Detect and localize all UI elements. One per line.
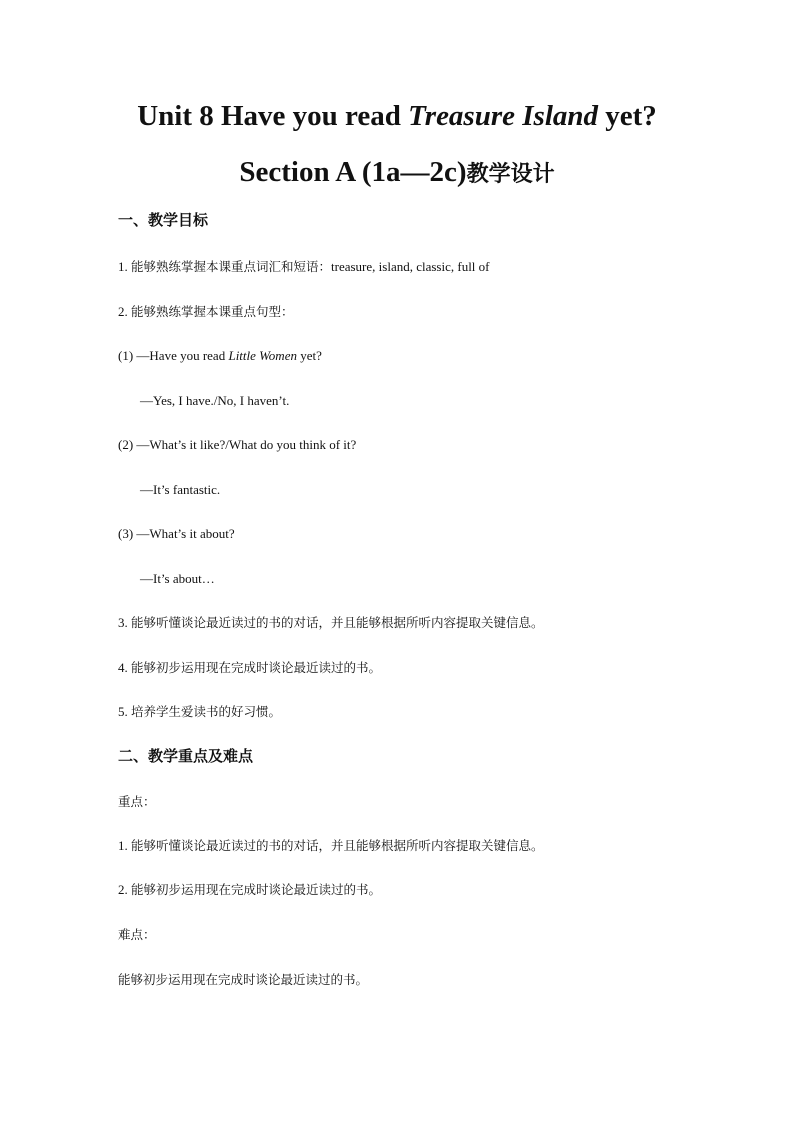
objective-item-3 (118, 614, 544, 632)
document-subtitle (0, 156, 794, 189)
item-text: 能够初步运用现在完成时谈论最近读过的书。 (131, 660, 382, 675)
subtitle-cn: 教学设计 (466, 162, 555, 187)
dialogue-1-question (118, 347, 322, 365)
section2-heading: 二、教学重点及难点 (118, 747, 254, 765)
item-number: 2. (118, 882, 128, 897)
item-number: 1. (118, 838, 128, 853)
objective-item-4 (118, 659, 381, 677)
subtitle-section: Section A (1a—2c) (239, 156, 467, 188)
objective-item-1 (118, 258, 490, 276)
item-text: 能够听懂谈论最近读过的书的对话，并且能够根据所听内容提取关键信息。 (131, 838, 544, 853)
item-text: 能够初步运用现在完成时谈论最近读过的书。 (131, 882, 382, 897)
item-text: 能够听懂谈论最近读过的书的对话，并且能够根据所听内容提取关键信息。 (131, 615, 544, 630)
item-number: 3. (118, 615, 128, 630)
dialogue-3-answer: —It’s about… (140, 571, 215, 586)
dialogue-3-question: (3) —What’s it about? (118, 526, 235, 541)
section1-heading: 一、教学目标 (118, 211, 209, 229)
item-text: 能够熟练掌握本课重点句型： (131, 304, 294, 319)
document-title (0, 100, 794, 133)
objective-item-5 (118, 703, 281, 721)
difficult-points-label: 难点： (118, 927, 156, 942)
book-title: Little Women (228, 348, 297, 363)
item-number: 1. (118, 259, 128, 274)
item-text: 培养学生爱读书的好习惯。 (131, 704, 282, 719)
item-number: 4. (118, 660, 128, 675)
title-book-name: Treasure Island (408, 100, 599, 132)
item-text: 能够熟练掌握本课重点词汇和短语： (131, 259, 332, 274)
dialogue-text: (1) —Have you read (118, 348, 229, 363)
title-suffix: yet? (598, 100, 657, 132)
objective-item-2 (118, 303, 294, 321)
dialogue-2-answer: —It’s fantastic. (140, 482, 221, 497)
key-point-1 (118, 837, 544, 855)
title-prefix: Unit 8 Have you read (137, 100, 409, 132)
dialogue-2-question: (2) —What’s it like?/What do you think of it? (118, 437, 357, 452)
dialogue-1-answer: —Yes, I have./No, I haven’t. (140, 393, 290, 408)
difficult-point-text: 能够初步运用现在完成时谈论最近读过的书。 (118, 972, 369, 987)
item-number: 2. (118, 304, 128, 319)
key-points-label: 重点： (118, 794, 156, 809)
dialogue-text: yet? (296, 348, 322, 363)
vocab-list: treasure, island, classic, full of (331, 259, 490, 274)
item-number: 5. (118, 704, 128, 719)
key-point-2 (118, 881, 381, 899)
